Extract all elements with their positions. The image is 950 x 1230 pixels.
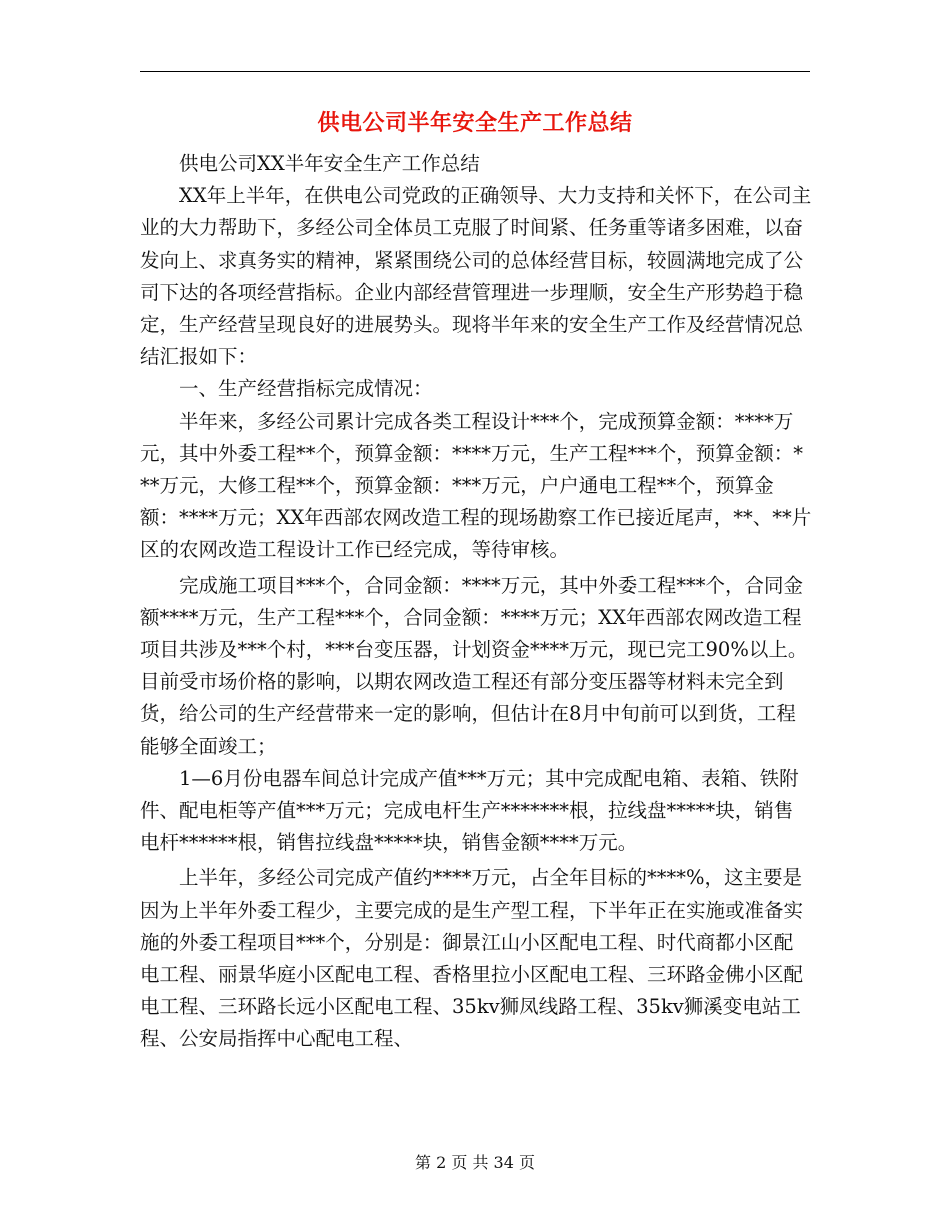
document-title: 供电公司半年安全生产工作总结 [317, 111, 633, 136]
paragraph-construction: 完成施工项目***个，合同金额：****万元，其中外委工程***个，合同金额****万元，生产工程***个，合同金额：****万元；XX年西部农网改造工程项目共涉及***个村，***台变压器，计划资金****万元，现已完工90%以上。目前受市场价格的影响，以期农网改造工程还有部分变压器等材料未完全到货，给公司的生产经营带来一定的影响，但估计在8月中旬前可以到货，工程能够全面竣工； [140, 573, 808, 758]
paragraph-subtitle: 供电公司XX半年安全生产工作总结 [179, 152, 480, 175]
paragraph-intro: XX年上半年，在供电公司党政的正确领导、大力支持和关怀下，在公司主业的大力帮助下，多经公司全体员工克服了时间紧、任务重等诸多困难，以奋发向上、求真务实的精神，紧紧围绕公司的总体经营目标，较圆满地完成了公司下达的各项经营指标。企业内部经营管理进一步理顺，安全生产形势趋于稳定，生产经营呈现良好的进展势头。现将半年来的安全生产工作及经营情况总结汇报如下： [140, 184, 812, 369]
document-body [140, 148, 812, 1056]
page-number: 第 2 页 共 34 页 [415, 1153, 535, 1172]
paragraph-design: 半年来，多经公司累计完成各类工程设计***个，完成预算金额：****万元，其中外委工程**个，预算金额：****万元，生产工程***个，预算金额：***万元，大修工程**个，预算金额：***万元，户户通电工程**个，预算金额：****万元；XX年西部农网改造工程的现场勘察工作已接近尾声，**、**片区的农网改造工程设计工作已经完成，等待审核。 [140, 409, 812, 562]
paragraph-output: 上半年，多经公司完成产值约****万元，占全年目标的****%，这主要是因为上半年外委工程少，主要完成的是生产型工程，下半年正在实施或准备实施的外委工程项目***个，分别是：御景江山小区配电工程、时代商都小区配电工程、丽景华庭小区配电工程、香格里拉小区配电工程、三环路金佛小区配电工程、三环路长远小区配电工程、35kv狮凤线路工程、35kv狮溪变电站工程、公安局指挥中心配电工程、 [140, 866, 804, 1051]
header-rule [140, 71, 810, 72]
paragraph-workshop: 1—6月份电器车间总计完成产值***万元；其中完成配电箱、表箱、铁附件、配电柜等产值***万元；完成电杆生产*******根，拉线盘*****块，销售电杆******根，销售拉线盘*****块，销售金额****万元。 [140, 766, 799, 855]
section-heading: 一、生产经营指标完成情况： [179, 377, 433, 401]
